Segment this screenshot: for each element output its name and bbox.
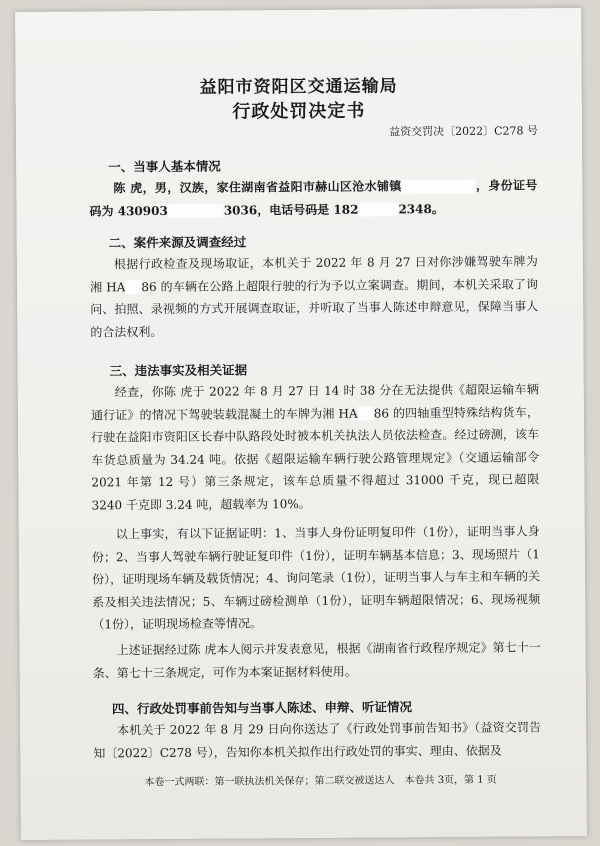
section-heading-3: 三、违法事实及相关证据 <box>109 362 248 379</box>
redaction-mark <box>402 179 476 194</box>
violation-facts-paragraph <box>91 378 540 517</box>
case-source-paragraph <box>90 250 539 344</box>
evidence-list-paragraph: 以上事实，有以下证据证明：1、当事人身份证明复印件（1份），证明当事人身份；2、当事人驾驶车辆行驶证复印件（1份），证明车辆基本信息；3、现场照片（1份），证明现场车辆及载货情况；4、询问笔录（1份），证明当事人与车主和车辆的关系及相关违法情况；5、车辆过磅检测单（1份），证明车辆超限情况；6、现场视频（1份），证明现场检查等情况。 <box>91 524 541 632</box>
case-source-text-2: 86 的车辆在公路上超限行驶的行为予以立案调查。期间，本机关采取了询问、拍照、录视频的方式开展调查取证，并听取了当事人陈述申辩意见，保障当事人的合法权利。 <box>90 276 539 340</box>
footer-page-number: 本卷共 3页，第 1 页 <box>404 774 497 787</box>
prior-notice-paragraph: 本机关于 2022 年 8 月 29 日向你送达了《行政处罚事前告知书》（益资交罚告知〔2022〕C278 号），告知你本机关拟作出行政处罚的事实、理由、依据及 <box>93 720 542 761</box>
party-info-text-2: ，身份证号码为 430903 <box>89 178 538 219</box>
section-heading-4: 四、行政处罚事前告知与当事人陈述、申辩、听证情况 <box>111 699 413 717</box>
party-info-text-4: 2348。 <box>398 201 444 216</box>
case-source-text-1: 根据行政检查及现场取证，本机关于 2022 年 8 月 27 日对你涉嫌驾驶车牌为湘 HA <box>89 254 538 295</box>
document-number: 益资交罚决〔2022〕C278 号 <box>389 124 539 139</box>
page-footer <box>20 770 586 789</box>
party-info-paragraph <box>89 174 537 222</box>
document-type-title: 行政处罚决定书 <box>232 100 366 123</box>
violation-facts-text-2: 86 的四轴重型特殊结构货车，行驶在益阳市资阳区长春中队路段处时被本机关执法人员依法检查。经过磅测，该车车货总质量为 34.24 吨。依据《超限运输车辆行驶公路管理规定》（交通运输部令 2021 年第 12 号）第三条规定，该车总质量不得超过 31000 千克，现已超限 3240 千克即 3.24 吨，超载率为 10%。 <box>91 404 540 513</box>
redaction-mark <box>358 202 398 216</box>
party-info-text-3: 3036，电话号码是 182 <box>223 202 359 218</box>
redaction-mark <box>125 280 141 294</box>
redaction-mark <box>358 407 374 421</box>
document-sheet <box>15 8 587 840</box>
evidence-confirmation-paragraph: 上述证据经过陈 虎本人阅示并发表意见，根据《湖南省行政程序规定》第七十一条、第七十三条规定，可作为本案证据材料使用。 <box>92 640 541 681</box>
section-heading-2: 二、案件来源及调查经过 <box>108 234 247 251</box>
footer-copies-note: 本卷一式两联：第一联执法机关保存；第二联交被送达人 <box>144 775 395 789</box>
party-info-text-1: 陈 虎，男，汉族，家住湖南省益阳市赫山区沧水铺镇 <box>113 179 402 196</box>
agency-title: 益阳市资阳区交通运输局 <box>199 76 398 98</box>
redaction-mark <box>168 204 224 218</box>
violation-facts-text-1: 经查，你陈 虎于 2022 年 8 月 27 日 14 时 38 分在无法提供《超限运输车辆通行证》的情况下驾驶装载混凝土的车牌为湘 HA <box>90 382 539 423</box>
section-heading-1: 一、当事人基本情况 <box>108 158 221 175</box>
